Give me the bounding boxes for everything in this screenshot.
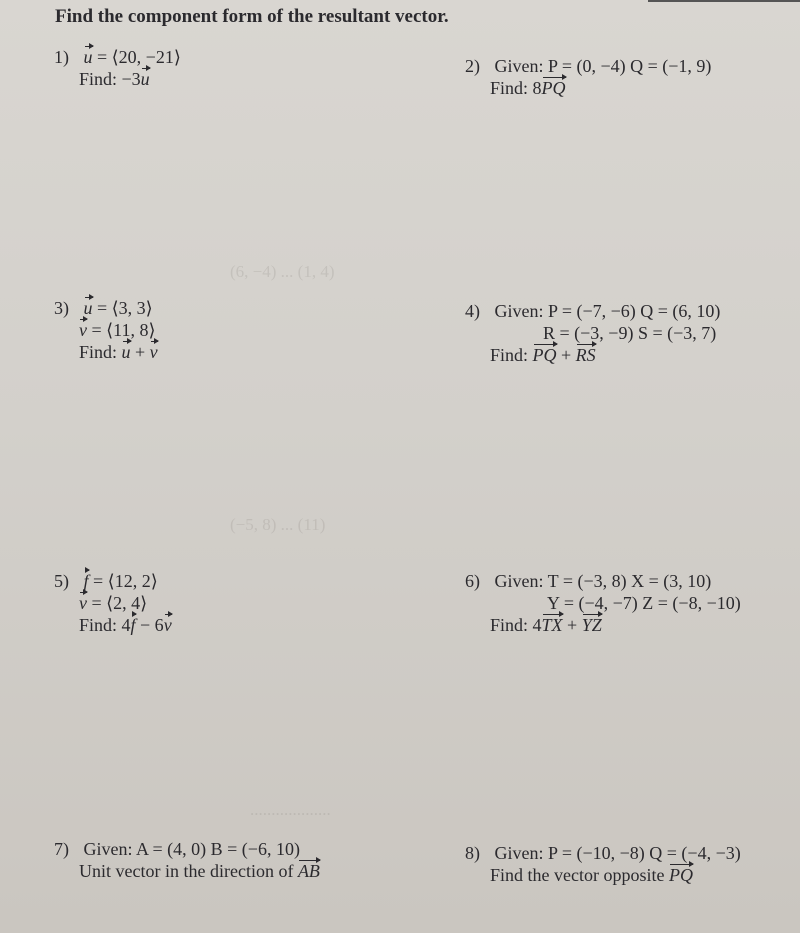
- problem-number: 8): [465, 843, 480, 863]
- given-points: Given: T = (−3, 8) X = (3, 10): [494, 571, 712, 591]
- operator: +: [562, 615, 582, 635]
- vector-f: f: [83, 571, 89, 591]
- given-points: Given: P = (−10, −8) Q = (−4, −3): [494, 843, 741, 863]
- vector-v: v: [149, 342, 158, 362]
- vector-value: = ⟨20, −21⟩: [92, 47, 181, 67]
- vector-f: f: [130, 615, 136, 635]
- problem-6: [465, 570, 741, 636]
- vector-pq: PQ: [541, 78, 566, 98]
- vector-u: u: [121, 342, 131, 362]
- vector-rs: RS: [575, 345, 596, 365]
- show-through-mark: (6, −4) ... (1, 4): [230, 262, 335, 281]
- vector-v: v: [79, 593, 87, 613]
- vector-pq: PQ: [668, 865, 693, 885]
- find-label: Find: 4: [79, 615, 131, 635]
- problem-8: [465, 842, 741, 886]
- vector-value: = ⟨11, 8⟩: [87, 320, 156, 340]
- given-points: Given: A = (4, 0) B = (−6, 10): [83, 839, 300, 859]
- problem-number: 2): [465, 56, 480, 76]
- problem-3: [54, 297, 158, 363]
- operator: +: [556, 345, 576, 365]
- vector-value: = ⟨3, 3⟩: [92, 298, 153, 318]
- show-through-mark: ...................: [250, 800, 331, 819]
- find-label: Find: 4: [490, 615, 542, 635]
- vector-u: u: [140, 69, 150, 89]
- problem-number: 6): [465, 571, 480, 591]
- vector-value: = ⟨12, 2⟩: [88, 571, 158, 591]
- operator: − 6: [135, 615, 164, 635]
- vector-u: u: [83, 47, 93, 67]
- vector-v: v: [79, 320, 87, 340]
- vector-tx: TX: [541, 615, 563, 635]
- given-points: Given: P = (−7, −6) Q = (6, 10): [494, 301, 721, 321]
- problem-2: [465, 55, 711, 99]
- problem-number: 7): [54, 839, 69, 859]
- problem-number: 3): [54, 298, 69, 318]
- given-points: R = (−3, −9) S = (−3, 7): [543, 323, 717, 343]
- given-points: Given: P = (0, −4) Q = (−1, 9): [494, 56, 712, 76]
- operator: +: [130, 342, 150, 362]
- problem-number: 5): [54, 571, 69, 591]
- vector-ab: AB: [297, 861, 320, 881]
- vector-yz: YZ: [581, 615, 602, 635]
- top-rule: [648, 0, 800, 2]
- vector-pq: PQ: [532, 345, 557, 365]
- problem-number: 4): [465, 301, 480, 321]
- vector-value: = ⟨2, 4⟩: [87, 593, 148, 613]
- vector-u: u: [83, 298, 93, 318]
- find-label: Find: 8: [490, 78, 542, 98]
- problem-number: 1): [54, 47, 69, 67]
- worksheet-title: Find the component form of the resultant vector.: [55, 6, 449, 27]
- problem-4: [465, 300, 720, 366]
- given-points: Y = (−4, −7) Z = (−8, −10): [547, 593, 741, 613]
- instruction-label: Find the vector opposite: [490, 865, 669, 885]
- find-label: Find: −3: [79, 69, 141, 89]
- find-label: Find:: [79, 342, 122, 362]
- problem-7: [54, 838, 320, 882]
- find-label: Find:: [490, 345, 533, 365]
- instruction-label: Unit vector in the direction of: [79, 861, 298, 881]
- problem-5: [54, 570, 172, 636]
- show-through-mark: (−5, 8) ... (11): [230, 515, 326, 534]
- vector-v: v: [163, 615, 172, 635]
- problem-1: [54, 46, 181, 90]
